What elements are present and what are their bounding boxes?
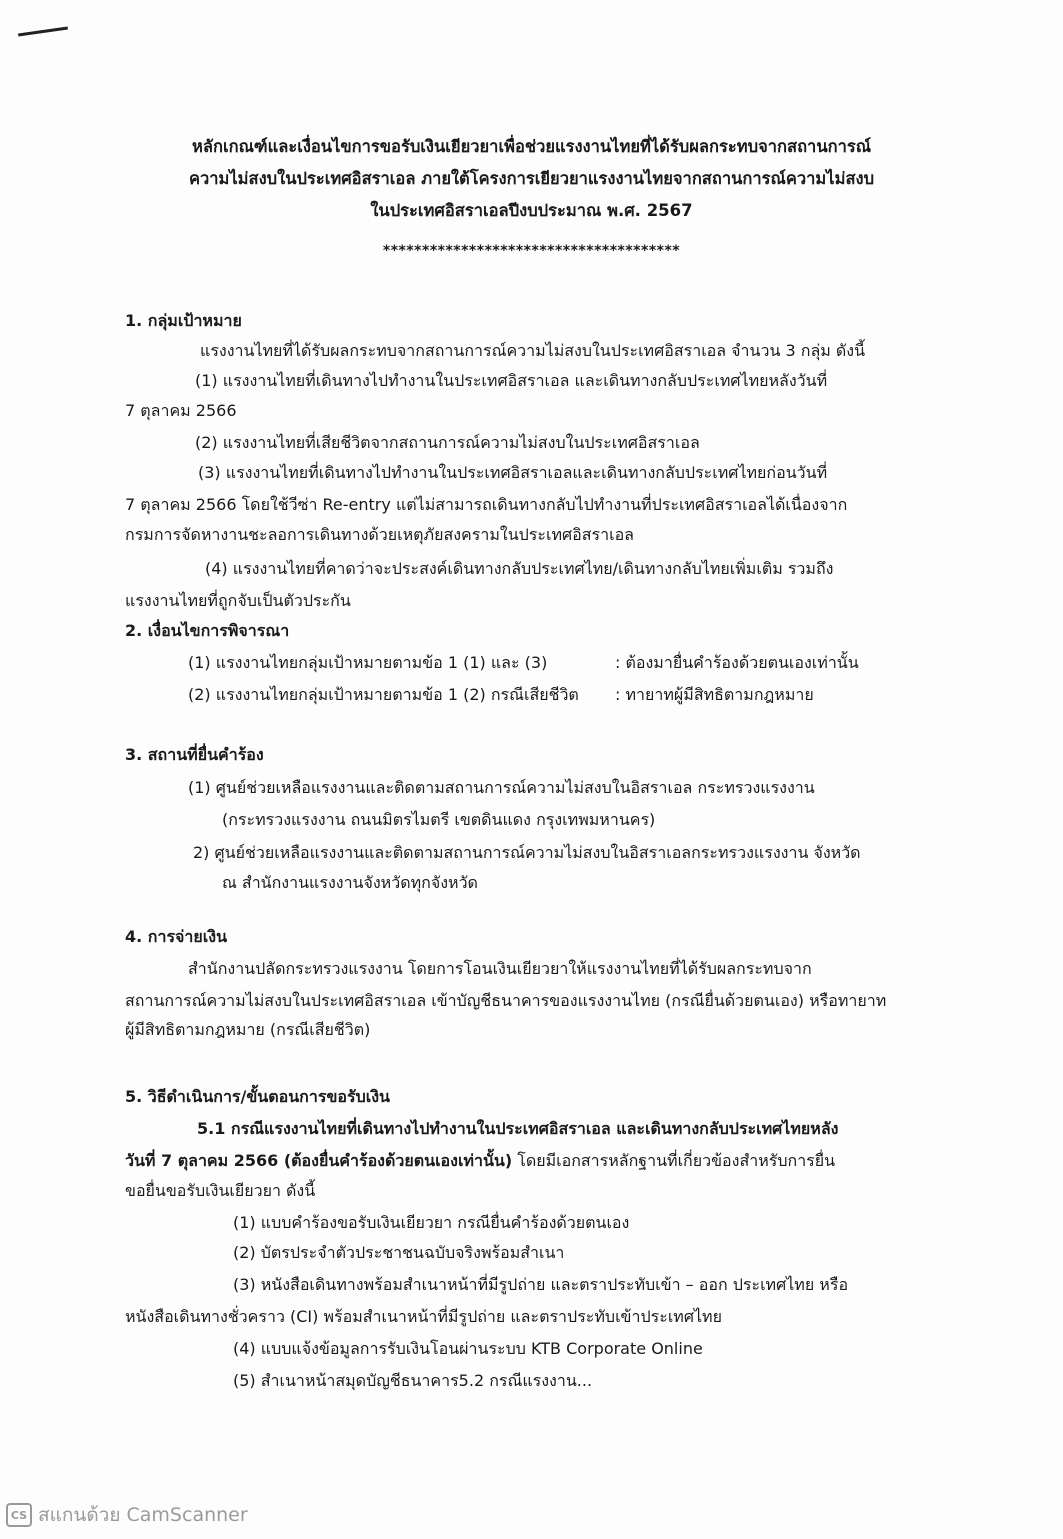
section-1-heading: 1. กลุ่มเป้าหมาย	[125, 311, 242, 330]
s2-row-1-right: : ต้องมายื่นคำร้องด้วยตนเองเท่านั้น	[615, 653, 859, 672]
title-line-3: ในประเทศอิสราเอลปีงบประมาณ พ.ศ. 2567	[370, 201, 693, 220]
section-5-heading: 5. วิธีดำเนินการ/ขั้นตอนการขอรับเงิน	[125, 1087, 390, 1106]
s5-sub-1: 5.1 กรณีแรงงานไทยที่เดินทางไปทำงานในประเทศอิสราเอล และเดินทางกลับประเทศไทยหลัง	[197, 1119, 839, 1138]
section-4-heading: 4. การจ่ายเงิน	[125, 927, 227, 946]
s5-doc-4: (4) แบบแจ้งข้อมูลการรับเงินโอนผ่านระบบ KTB Corporate Online	[233, 1339, 703, 1358]
s4-line-3: ผู้มีสิทธิตามกฎหมาย (กรณีเสียชีวิต)	[125, 1020, 371, 1039]
pen-mark	[18, 27, 68, 37]
section-2-heading: 2. เงื่อนไขการพิจารณา	[125, 621, 290, 640]
title-line-1: หลักเกณฑ์และเงื่อนไขการขอรับเงินเยียวยาเพื่อช่วยแรงงานไทยที่ได้รับผลกระทบจากสถานการณ์	[191, 137, 872, 156]
s1-item-1b: 7 ตุลาคม 2566	[125, 401, 237, 420]
s5-doc-3a: (3) หนังสือเดินทางพร้อมสำเนาหน้าที่มีรูปถ่าย และตราประทับเข้า – ออก ประเทศไทย หรือ	[233, 1275, 849, 1294]
s5-sub-2-bold: วันที่ 7 ตุลาคม 2566 (ต้องยื่นคำร้องด้วยตนเองเท่านั้น)	[125, 1151, 513, 1170]
s1-item-1a: (1) แรงงานไทยที่เดินทางไปทำงานในประเทศอิสราเอล และเดินทางกลับประเทศไทยหลังวันที่	[195, 371, 828, 390]
title-line-2: ความไม่สงบในประเทศอิสราเอล ภายใต้โครงการเยียวยาแรงงานไทยจากสถานการณ์ความไม่สงบ	[188, 169, 875, 188]
s5-sub-2	[125, 1150, 835, 1172]
s5-doc-2: (2) บัตรประจำตัวประชาชนฉบับจริงพร้อมสำเนา	[233, 1243, 565, 1262]
camscanner-logo-icon: CS	[6, 1503, 32, 1527]
s2-row-2-left: (2) แรงงานไทยกลุ่มเป้าหมายตามข้อ 1 (2) กรณีเสียชีวิต	[188, 685, 579, 704]
s1-item-2: (2) แรงงานไทยที่เสียชีวิตจากสถานการณ์ความไม่สงบในประเทศอิสราเอล	[195, 433, 700, 452]
s1-item-3b: 7 ตุลาคม 2566 โดยใช้วีซ่า Re-entry แต่ไม่สามารถเดินทางกลับไปทำงานที่ประเทศอิสราเอลได้เนื่องจาก	[125, 495, 848, 514]
s3-place-1b: (กระทรวงแรงงาน ถนนมิตรไมตรี เขตดินแดง กรุงเทพมหานคร)	[222, 810, 656, 829]
s1-item-4a: (4) แรงงานไทยที่คาดว่าจะประสงค์เดินทางกลับประเทศไทย/เดินทางกลับไทยเพิ่มเติม รวมถึง	[205, 559, 834, 578]
s4-line-1: สำนักงานปลัดกระทรวงแรงงาน โดยการโอนเงินเยียวยาให้แรงงานไทยที่ได้รับผลกระทบจาก	[188, 959, 812, 978]
s5-doc-5: (5) สำเนาหน้าสมุดบัญชีธนาคาร5.2 กรณีแรงงาน...	[233, 1371, 593, 1390]
s1-item-3a: (3) แรงงานไทยที่เดินทางไปทำงานในประเทศอิสราเอลและเดินทางกลับประเทศไทยก่อนวันที่	[198, 463, 828, 482]
s1-item-4b: แรงงานไทยที่ถูกจับเป็นตัวประกัน	[125, 591, 351, 610]
s3-place-1a: (1) ศูนย์ช่วยเหลือแรงงานและติดตามสถานการณ์ความไม่สงบในอิสราเอล กระทรวงแรงงาน	[188, 778, 815, 797]
s3-place-2b: ณ สำนักงานแรงงานจังหวัดทุกจังหวัด	[222, 873, 478, 892]
separator: **************************************	[382, 243, 681, 259]
camscanner-watermark	[6, 1502, 248, 1528]
s2-row-1-left: (1) แรงงานไทยกลุ่มเป้าหมายตามข้อ 1 (1) และ (3)	[188, 653, 548, 672]
s5-doc-1: (1) แบบคำร้องขอรับเงินเยียวยา กรณียื่นคำร้องด้วยตนเอง	[233, 1213, 630, 1232]
watermark-text: สแกนด้วย CamScanner	[38, 1504, 248, 1526]
s5-sub-3: ขอยื่นขอรับเงินเยียวยา ดังนี้	[125, 1181, 316, 1200]
s5-sub-2-rest: โดยมีเอกสารหลักฐานที่เกี่ยวข้องสำหรับการยื่น	[512, 1151, 836, 1170]
s4-line-2: สถานการณ์ความไม่สงบในประเทศอิสราเอล เข้าบัญชีธนาคารของแรงงานไทย (กรณียื่นด้วยตนเอง) หรือทายาท	[125, 991, 887, 1010]
s2-row-2-right: : ทายาทผู้มีสิทธิตามกฎหมาย	[615, 685, 814, 704]
section-3-heading: 3. สถานที่ยื่นคำร้อง	[125, 745, 264, 764]
s1-item-3c: กรมการจัดหางานชะลอการเดินทางด้วยเหตุภัยสงครามในประเทศอิสราเอล	[125, 525, 634, 544]
s1-intro: แรงงานไทยที่ได้รับผลกระทบจากสถานการณ์ความไม่สงบในประเทศอิสราเอล จำนวน 3 กลุ่ม ดังนี้	[200, 341, 866, 360]
s5-doc-3b: หนังสือเดินทางชั่วคราว (CI) พร้อมสำเนาหน้าที่มีรูปถ่าย และตราประทับเข้าประเทศไทย	[125, 1307, 722, 1326]
s3-place-2a: 2) ศูนย์ช่วยเหลือแรงงานและติดตามสถานการณ์ความไม่สงบในอิสราเอลกระทรวงแรงงาน จังหวัด	[193, 843, 861, 862]
